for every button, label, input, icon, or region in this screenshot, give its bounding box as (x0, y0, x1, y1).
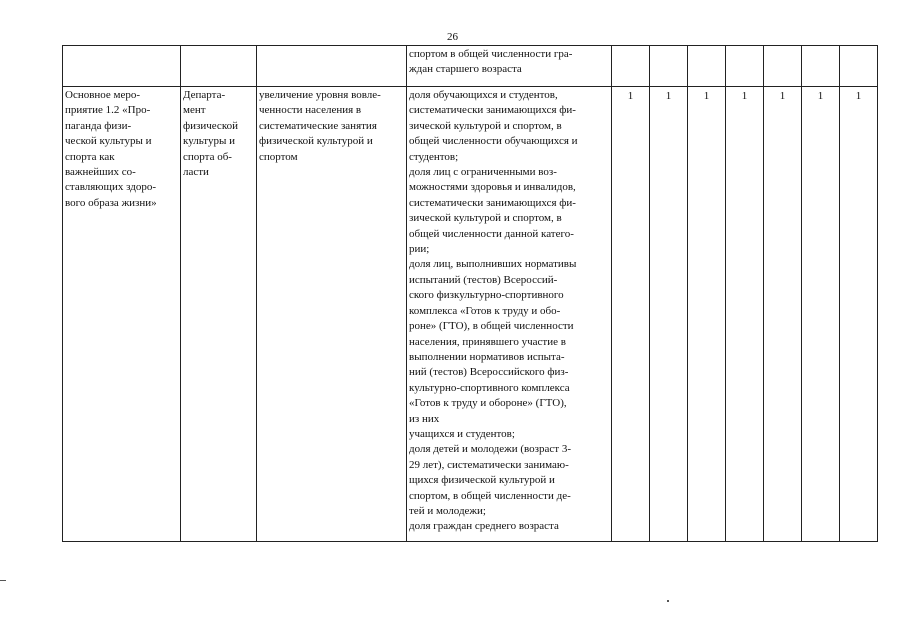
scan-mark-dot (667, 600, 669, 602)
result-text: увеличение уровня вовле- ченности населения в систематические занятия физической культурой и спортом (259, 89, 381, 163)
page-number: 26 (447, 31, 458, 43)
value-4: 1 (741, 90, 748, 102)
cell-value-2 (650, 87, 688, 542)
cell-value-continued-3 (688, 46, 726, 87)
table-row-continued (63, 46, 878, 87)
cell-event-continued (63, 46, 181, 87)
cell-value-continued-6 (802, 46, 840, 87)
value-5: 1 (779, 90, 786, 102)
executor-text: Департа- мент физической культуры и спорта об- ласти (183, 89, 238, 179)
value-1: 1 (627, 90, 634, 102)
cell-executor-continued (181, 46, 257, 87)
cell-executor (181, 87, 257, 542)
table-row-main-event (63, 87, 878, 542)
cell-result (257, 87, 407, 542)
cell-value-1 (612, 87, 650, 542)
cell-value-continued-5 (764, 46, 802, 87)
cell-value-continued-7 (840, 46, 878, 87)
cell-value-continued-1 (612, 46, 650, 87)
value-7: 1 (855, 90, 862, 102)
cell-value-5 (764, 87, 802, 542)
scan-mark-left (0, 580, 6, 581)
cell-value-6 (802, 87, 840, 542)
value-2: 1 (665, 90, 672, 102)
value-3: 1 (703, 90, 710, 102)
cell-value-4 (726, 87, 764, 542)
indicator-continued-text: спортом в общей численности гра- ждан старшего возраста (409, 48, 573, 76)
cell-value-3 (688, 87, 726, 542)
program-table (62, 45, 878, 542)
value-6: 1 (817, 90, 824, 102)
cell-value-continued-4 (726, 46, 764, 87)
cell-value-7 (840, 87, 878, 542)
event-text: Основное меро- приятие 1.2 «Про- паганда физи- ческой культуры и спорта как важнейших со- ставляющих здоро- вого образа жизни» (65, 89, 157, 209)
cell-result-continued (257, 46, 407, 87)
cell-indicators (407, 87, 612, 542)
cell-indicator-continued (407, 46, 612, 87)
cell-event (63, 87, 181, 542)
cell-value-continued-2 (650, 46, 688, 87)
indicators-text: доля обучающихся и студентов, систематически занимающихся фи- зической культурой и спортом, в общей численности обучающихся и студентов; доля лиц с ограниченными воз- можностями здоровья и инвалидов, систематически занимающихся фи- зической культурой и спортом, в общей численности данной катего- рии; доля лиц, выполнивших нормативы испытаний (тестов) Всероссий- ского физкультурно-спортивного комплекса «Готов к труду и обо- роне» (ГТО), в общей численности населения, принявшего участие в выполнении нормативов испыта- ний (тестов) Всероссийского физ- культурно-спортивного комплекса «Готов к труду и обороне» (ГТО), из них учащихся и студентов; доля детей и молодежи (возраст 3- 29 лет), систематически занимаю- щихся физической культурой и спортом, в общей численности де- тей и молодежи; доля граждан среднего возраста (409, 89, 578, 533)
